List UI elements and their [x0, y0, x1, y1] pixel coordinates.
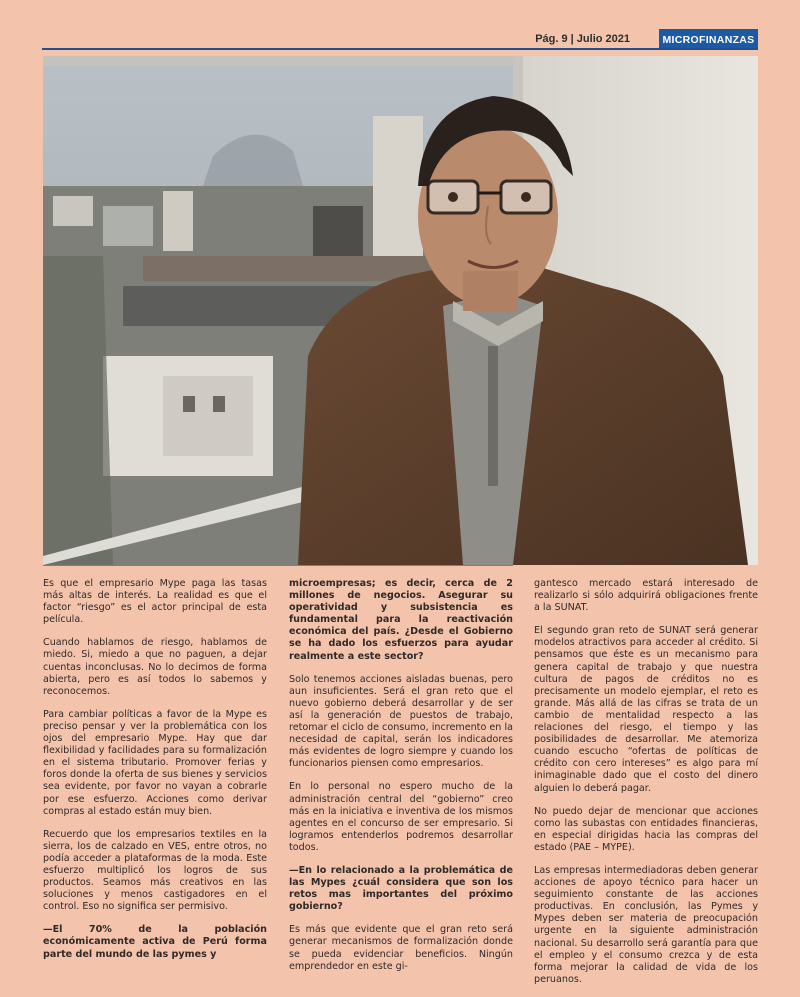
paragraph: Es más que evidente que el gran reto será generar mecanismos de formalización donde se pueda evidenciar beneficios. Ningún emprendedor en este gi-	[289, 924, 513, 972]
portrait-photo	[43, 56, 758, 565]
paragraph: gantesco mercado estará interesado de realizarlo si sólo adquirirá obligaciones frente a la SUNAT.	[534, 578, 758, 614]
paragraph: El segundo gran reto de SUNAT será generar modelos atractivos para acceder al crédito. Si pensamos que éste es un mecanismo para genera capital de trabajo y que nuestra cultura de pagos de créditos no es precisamente un modelo ejemplar, el reto es grande. Más allá de las cifras se trata de un cambio de mentalidad respecto a las relaciones del riesgo, el tiempo y las posibilidades de desarrollar. Me atemoriza cuando escucho “ofertas de políticas de crédito con cero intereses” es algo para mí inimaginable dado que el costo del dinero alguien lo deberá pagar.	[534, 625, 758, 794]
column-2	[289, 578, 513, 984]
paragraph: Las empresas intermediadoras deben generar acciones de apoyo técnico para hacer un seguimiento constante de las acciones productivas. En conclusión, las Pymes y Mypes deben ser materia de preocupación urgente en la siguiente administración nacional. Su desarrollo será garantía para que el empleo y el consumo crezca y de esta forma mejorar la calidad de vida de los peruanos.	[534, 864, 758, 985]
brand-logo: MICROFINANZAS	[659, 29, 758, 50]
interview-question: microempresas; es decir, cerca de 2 millones de negocios. Asegurar su operatividad y subsistencia es fundamental para la reactivación económica del país. ¿Desde el Gobierno se ha dado los esfuerzos para ayudar realmente a este sector?	[289, 578, 513, 662]
page-info: Pág. 9 | Julio 2021	[535, 33, 630, 45]
column-1	[43, 578, 267, 972]
paragraph: Solo tenemos acciones aisladas buenas, pero aun insuficientes. Será el gran reto que el nuevo gobierno deberá desarrollar y de ser así la generación de puestos de trabajo, retomar el ciclo de consumo, incremento en la necesidad de capital, serán los indicadores más evidentes de logro siempre y cuando los funcionarios piensen como empresarios.	[289, 673, 513, 770]
header-rule	[42, 48, 758, 50]
paragraph: Para cambiar políticas a favor de la Mype es preciso pensar y ver la problemática con los ojos del empresario Mype. Hay que dar flexibilidad y facilidades para su formalización en el sistema tributario. Promover ferias y foros donde la oferta de sus bienes y servicios sea evidente, por favor no vayan a cobrarle por ese esfuerzo. Acciones como derivar compras al estado están muy bien.	[43, 708, 267, 817]
interview-question: —En lo relacionado a la problemática de las Mypes ¿cuál considera que son los retos mas importantes del próximo gobierno?	[289, 864, 513, 913]
paragraph: Cuando hablamos de riesgo, hablamos de miedo. Si, miedo a que no paguen, a dejar cuentas inconclusas. No lo decimos de forma abierta, pero es así todos lo sabemos y reconocemos.	[43, 637, 267, 697]
article-photo	[43, 56, 758, 565]
paragraph: Recuerdo que los empresarios textiles en la sierra, los de calzado en VES, entre otros, no podía acceder a plataformas de la moda. Este esfuerzo multiplicó los logros de sus productos. Seamos más creativos en las soluciones y menos castigadores en el control. Eso no significa ser permisivo.	[43, 828, 267, 913]
article-body	[43, 578, 758, 985]
interview-question: —El 70% de la población económicamente activa de Perú forma parte del mundo de las pymes y	[43, 924, 267, 960]
paragraph: Es que el empresario Mype paga las tasas más altas de interés. La realidad es que el factor “riesgo” es el actor principal de esta película.	[43, 578, 267, 626]
paragraph: No puedo dejar de mencionar que acciones como las subastas con entidades financieras, en especial dirigidas hacia las compras del estado (PAE – MYPE).	[534, 805, 758, 853]
page-header	[42, 24, 758, 50]
paragraph: En lo personal no espero mucho de la administración central del “gobierno” creo más en la iniciativa e inventiva de los mismos agentes en el concurso de ser empresario. Si logramos entenderlos podremos desarrollar todos.	[289, 781, 513, 853]
column-3	[534, 578, 758, 997]
